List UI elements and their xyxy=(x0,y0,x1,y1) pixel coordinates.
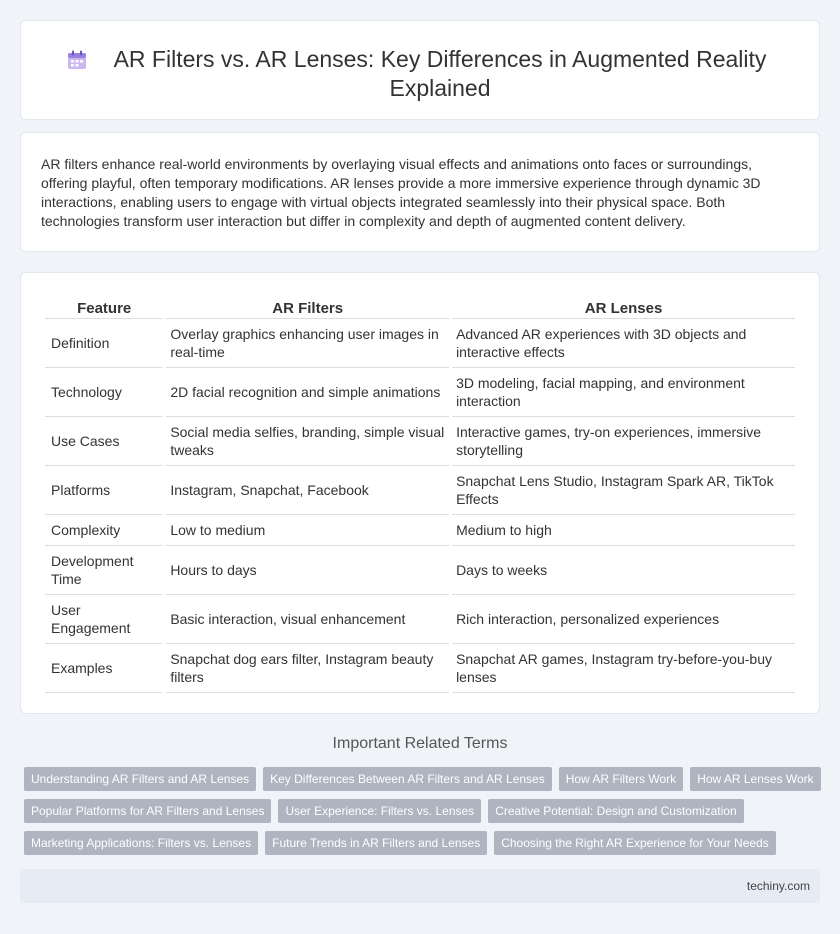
tag-row xyxy=(24,831,824,855)
feature-cell: Technology xyxy=(45,368,163,417)
comparison-card xyxy=(20,272,820,714)
table-row xyxy=(45,595,795,644)
table-header-row xyxy=(45,297,795,319)
comparison-table xyxy=(42,297,798,693)
related-term-tag[interactable]: Creative Potential: Design and Customization xyxy=(488,799,743,823)
footer-site-link[interactable]: techiny.com xyxy=(746,879,810,893)
feature-cell: Use Cases xyxy=(45,417,163,466)
related-terms-list xyxy=(24,767,824,863)
column-header-feature: Feature xyxy=(45,297,163,319)
ar-lenses-cell: Interactive games, try-on experiences, immersive storytelling xyxy=(452,417,795,466)
column-header-ar-filters: AR Filters xyxy=(166,297,449,319)
ar-lenses-cell: Medium to high xyxy=(452,515,795,546)
intro-card xyxy=(20,132,820,252)
ar-filters-cell: Instagram, Snapchat, Facebook xyxy=(166,466,449,515)
footer xyxy=(20,869,820,903)
ar-lenses-cell: Days to weeks xyxy=(452,546,795,595)
feature-cell: Definition xyxy=(45,319,163,368)
table-row xyxy=(45,515,795,546)
related-terms-title: Important Related Terms xyxy=(332,735,508,752)
ar-filters-cell: Basic interaction, visual enhancement xyxy=(166,595,449,644)
related-term-tag[interactable]: How AR Filters Work xyxy=(559,767,683,791)
table-row xyxy=(45,368,795,417)
page-title: AR Filters vs. AR Lenses: Key Differences in Augmented Reality Explained xyxy=(113,46,767,101)
ar-filters-cell: Snapchat dog ears filter, Instagram beauty filters xyxy=(166,644,449,693)
related-term-tag[interactable]: Marketing Applications: Filters vs. Lenses xyxy=(24,831,258,855)
ar-lenses-cell: Snapchat Lens Studio, Instagram Spark AR, TikTok Effects xyxy=(452,466,795,515)
related-term-tag[interactable]: How AR Lenses Work xyxy=(690,767,821,791)
table-row xyxy=(45,319,795,368)
feature-cell: Examples xyxy=(45,644,163,693)
ar-filters-cell: Hours to days xyxy=(166,546,449,595)
table-row xyxy=(45,546,795,595)
tag-row xyxy=(24,799,824,823)
related-term-tag[interactable]: User Experience: Filters vs. Lenses xyxy=(278,799,481,823)
tag-row xyxy=(24,767,824,791)
ar-filters-cell: Overlay graphics enhancing user images in real-time xyxy=(166,319,449,368)
feature-cell: Development Time xyxy=(45,546,163,595)
table-row xyxy=(45,644,795,693)
ar-filters-cell: 2D facial recognition and simple animations xyxy=(166,368,449,417)
ar-lenses-cell: 3D modeling, facial mapping, and environment interaction xyxy=(452,368,795,417)
title-card xyxy=(20,20,820,120)
table-row xyxy=(45,466,795,515)
feature-cell: User Engagement xyxy=(45,595,163,644)
ar-lenses-cell: Advanced AR experiences with 3D objects and interactive effects xyxy=(452,319,795,368)
feature-cell: Complexity xyxy=(45,515,163,546)
ar-lenses-cell: Rich interaction, personalized experiences xyxy=(452,595,795,644)
related-term-tag[interactable]: Choosing the Right AR Experience for Your Needs xyxy=(494,831,776,855)
related-term-tag[interactable]: Key Differences Between AR Filters and AR Lenses xyxy=(263,767,552,791)
ar-filters-cell: Low to medium xyxy=(166,515,449,546)
table-row xyxy=(45,417,795,466)
related-term-tag[interactable]: Understanding AR Filters and AR Lenses xyxy=(24,767,256,791)
column-header-ar-lenses: AR Lenses xyxy=(452,297,795,319)
related-term-tag[interactable]: Popular Platforms for AR Filters and Lenses xyxy=(24,799,271,823)
intro-text: AR filters enhance real-world environments by overlaying visual effects and animations onto faces or surroundings, offering playful, often temporary modifications. AR lenses provide a more immersive experience through dynamic 3D interactions, enabling users to engage with virtual objects integrated seamlessly into their physical space. Both technologies transform user interaction but differ in complexity and depth of augmented content delivery. xyxy=(41,156,761,229)
feature-cell: Platforms xyxy=(45,466,163,515)
related-term-tag[interactable]: Future Trends in AR Filters and Lenses xyxy=(265,831,487,855)
ar-lenses-cell: Snapchat AR games, Instagram try-before-you-buy lenses xyxy=(452,644,795,693)
ar-filters-cell: Social media selfies, branding, simple visual tweaks xyxy=(166,417,449,466)
